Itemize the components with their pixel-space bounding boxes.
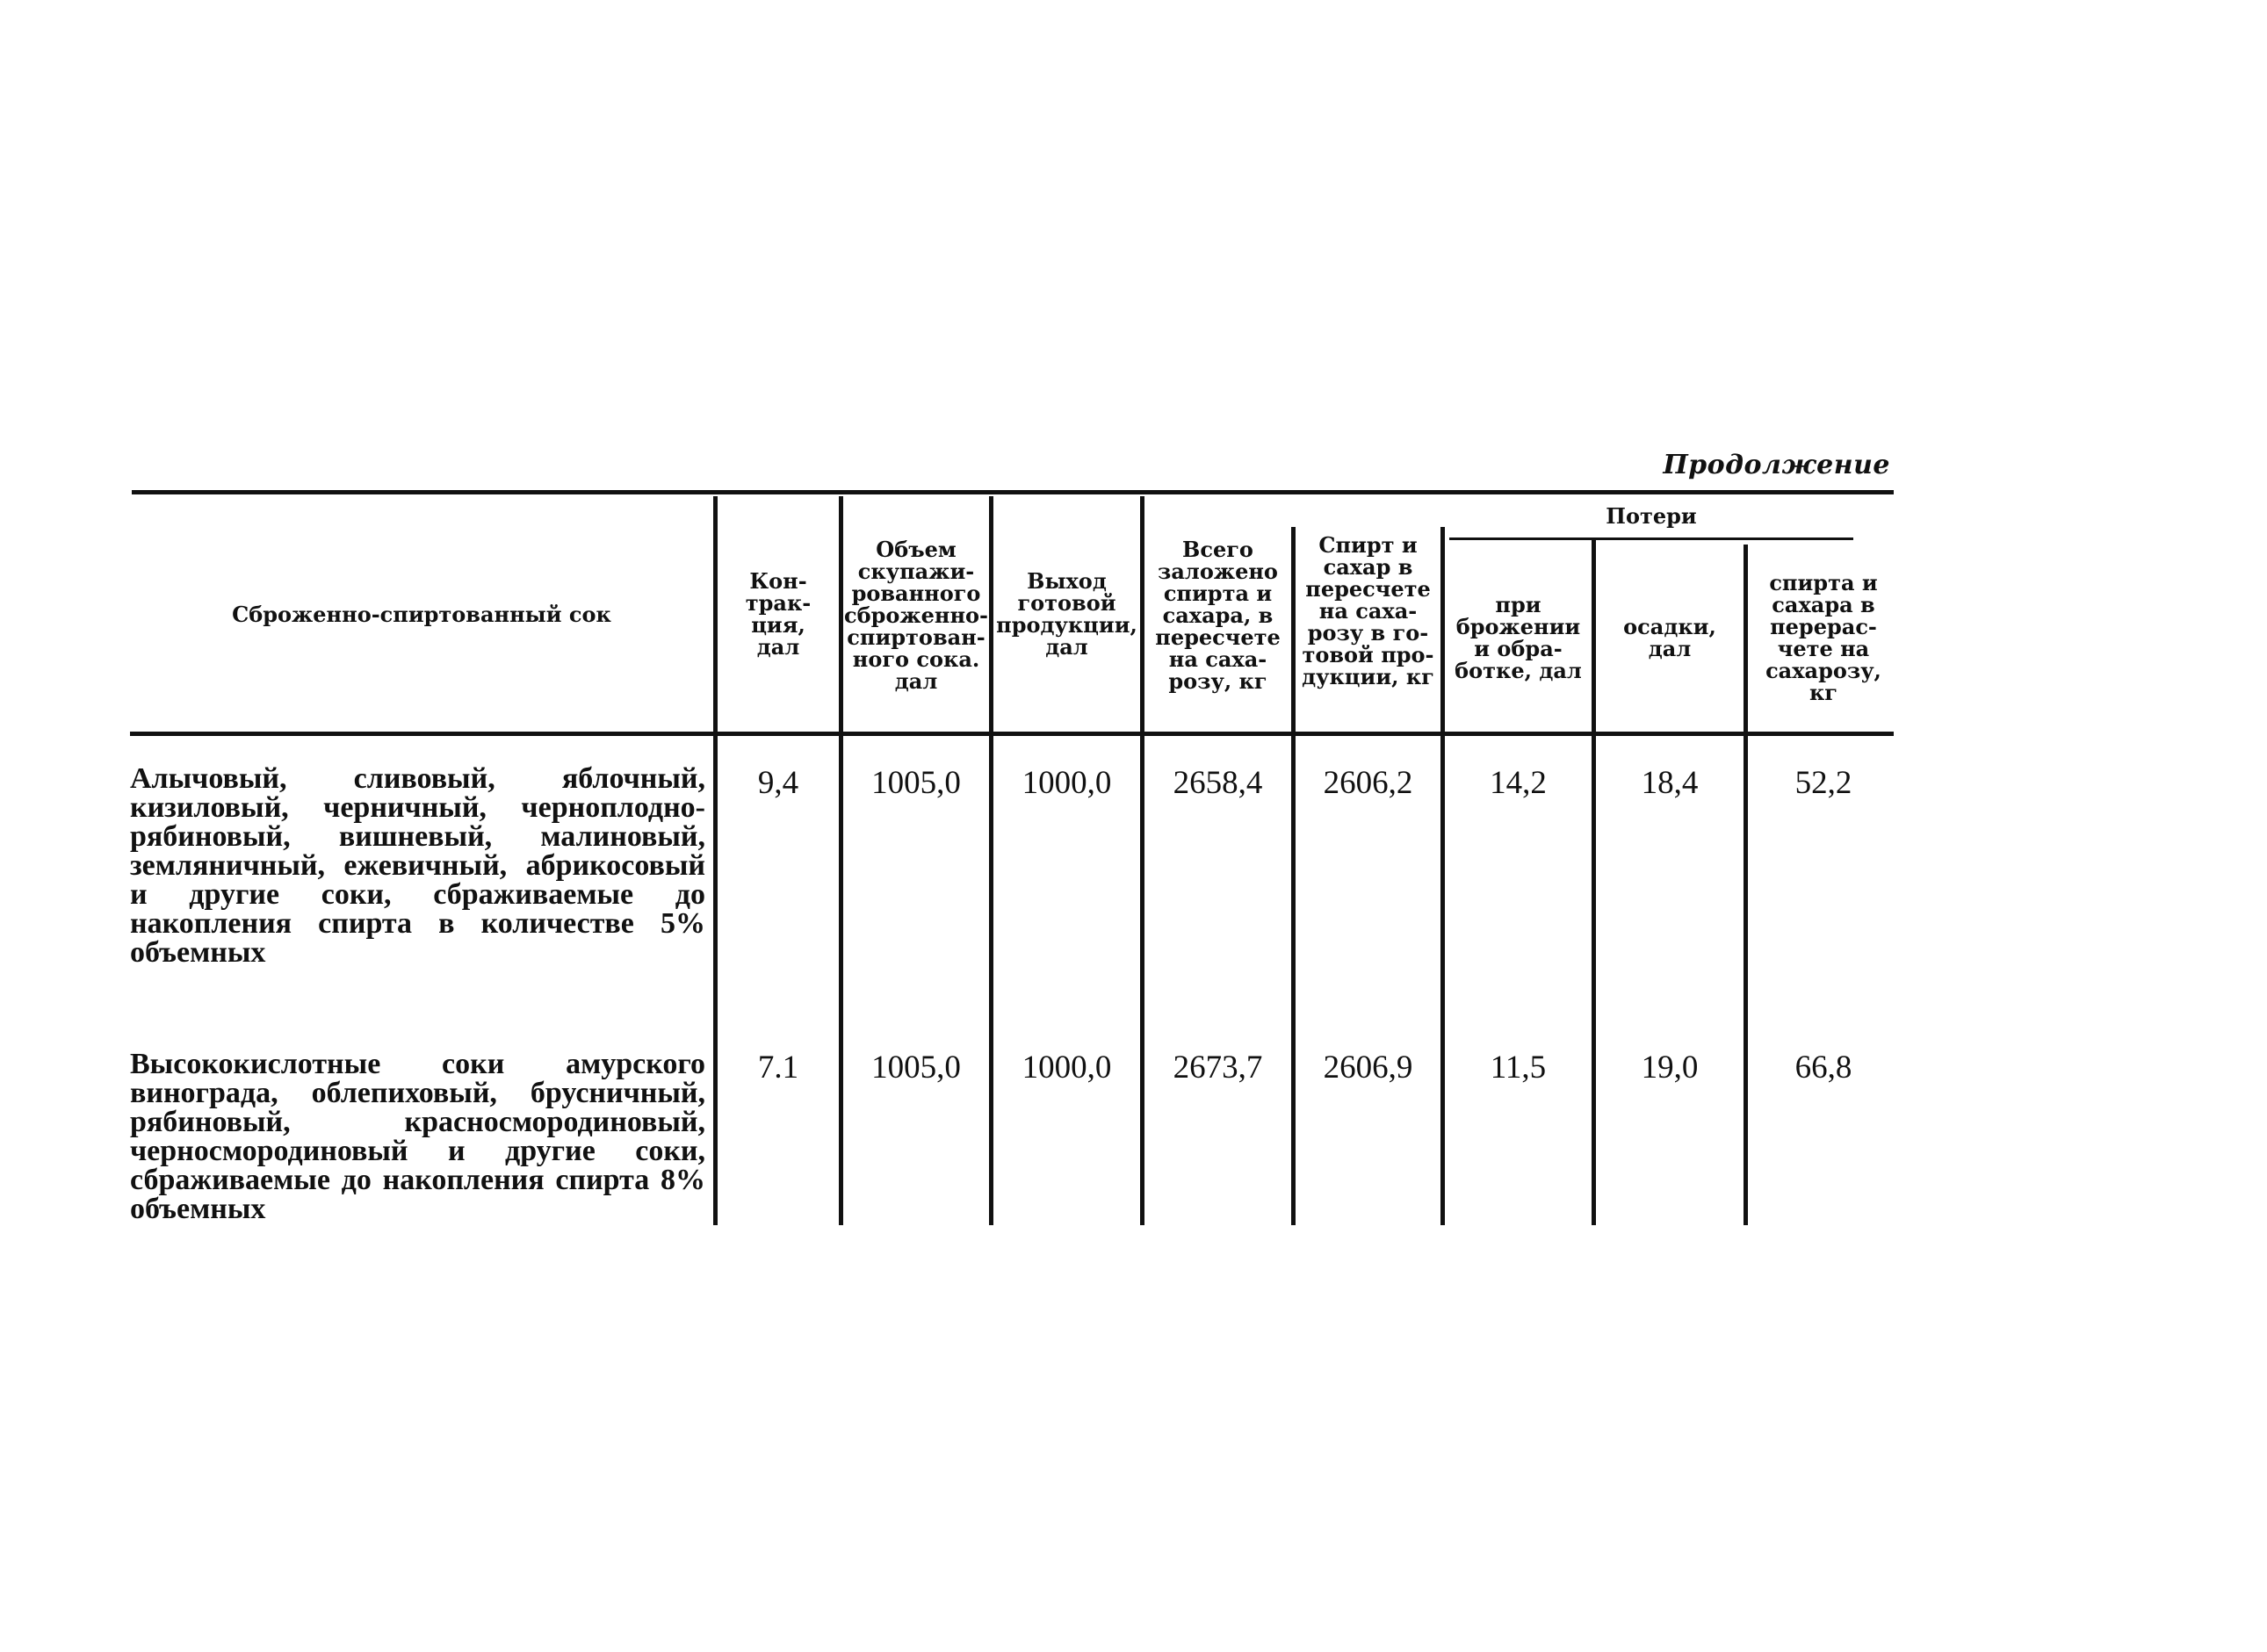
table-cell-loss-sediment: 19,0 xyxy=(1641,1050,1699,1086)
header-losses-group: Потери xyxy=(1606,502,1697,529)
header-yield: Выход готовой продукции, дал xyxy=(996,568,1137,660)
table-cell-loss-alcohol-sugar: 52,2 xyxy=(1794,765,1852,801)
table-cell-loss-fermentation: 14,2 xyxy=(1490,765,1547,801)
table-top-rule xyxy=(132,490,1894,494)
column-divider xyxy=(713,496,718,1225)
column-divider xyxy=(1592,540,1596,1225)
table-row-product: Алычовый, сливовый, яблочный, кизиловый, черничный, черноплодно-рябиновый, вишневый, малиновый, земляничный, ежевичный, абрикосовый и другие соки, сбраживаемые до накопления спирта в количестве 5% объемных xyxy=(130,762,705,969)
column-divider xyxy=(1440,527,1445,1225)
table-cell-total-sugar: 2673,7 xyxy=(1173,1050,1263,1086)
continuation-label: Продолжение xyxy=(1663,450,1890,480)
column-divider xyxy=(1744,545,1748,1225)
header-bottom-rule xyxy=(130,732,1894,736)
table-cell-loss-fermentation: 11,5 xyxy=(1490,1050,1547,1086)
table-cell-alcohol-sugar: 2606,2 xyxy=(1323,765,1413,801)
column-divider xyxy=(1291,527,1296,1225)
header-contraction: Кон- трак- ция, дал xyxy=(745,568,812,660)
column-divider xyxy=(989,496,993,1225)
table-cell-contraction: 9,4 xyxy=(757,765,799,801)
table-cell-loss-alcohol-sugar: 66,8 xyxy=(1794,1050,1852,1086)
table-row-product: Высококислотные соки амурского винограда, облепиховый, брусничный, рябиновый, красносмородиновый, черносмородиновый и другие соки, сбраживаемые до накопления спирта 8% объемных xyxy=(130,1048,705,1225)
header-total-sugar: Всего заложено спирта и сахара, в пересчете на саха- розу, кг xyxy=(1155,536,1281,694)
header-volume: Объем скупажи- рованного сброженно- спиртован- ного сока. дал xyxy=(844,536,989,694)
table-cell-volume: 1005,0 xyxy=(871,1050,961,1086)
header-loss-alcohol-sugar: спирта и сахара в перерас- чете на сахарозу, кг xyxy=(1765,569,1881,705)
header-loss-fermentation: при брожении и обра- ботке, дал xyxy=(1455,591,1582,683)
table-cell-total-sugar: 2658,4 xyxy=(1173,765,1263,801)
table-cell-volume: 1005,0 xyxy=(871,765,961,801)
table-cell-contraction: 7.1 xyxy=(757,1050,799,1086)
column-divider xyxy=(1140,496,1144,1225)
losses-group-rule xyxy=(1449,537,1853,540)
table-cell-yield: 1000,0 xyxy=(1022,1050,1112,1086)
column-divider xyxy=(839,496,843,1225)
table-cell-yield: 1000,0 xyxy=(1022,765,1112,801)
header-loss-sediment: осадки, дал xyxy=(1623,613,1716,661)
header-alcohol-sugar: Спирт и сахар в пересчете на саха- розу в го- товой про- дукции, кг xyxy=(1302,531,1434,689)
table-cell-alcohol-sugar: 2606,9 xyxy=(1323,1050,1413,1086)
table-cell-loss-sediment: 18,4 xyxy=(1641,765,1699,801)
header-product: Сброженно-спиртованный сок xyxy=(232,601,611,627)
